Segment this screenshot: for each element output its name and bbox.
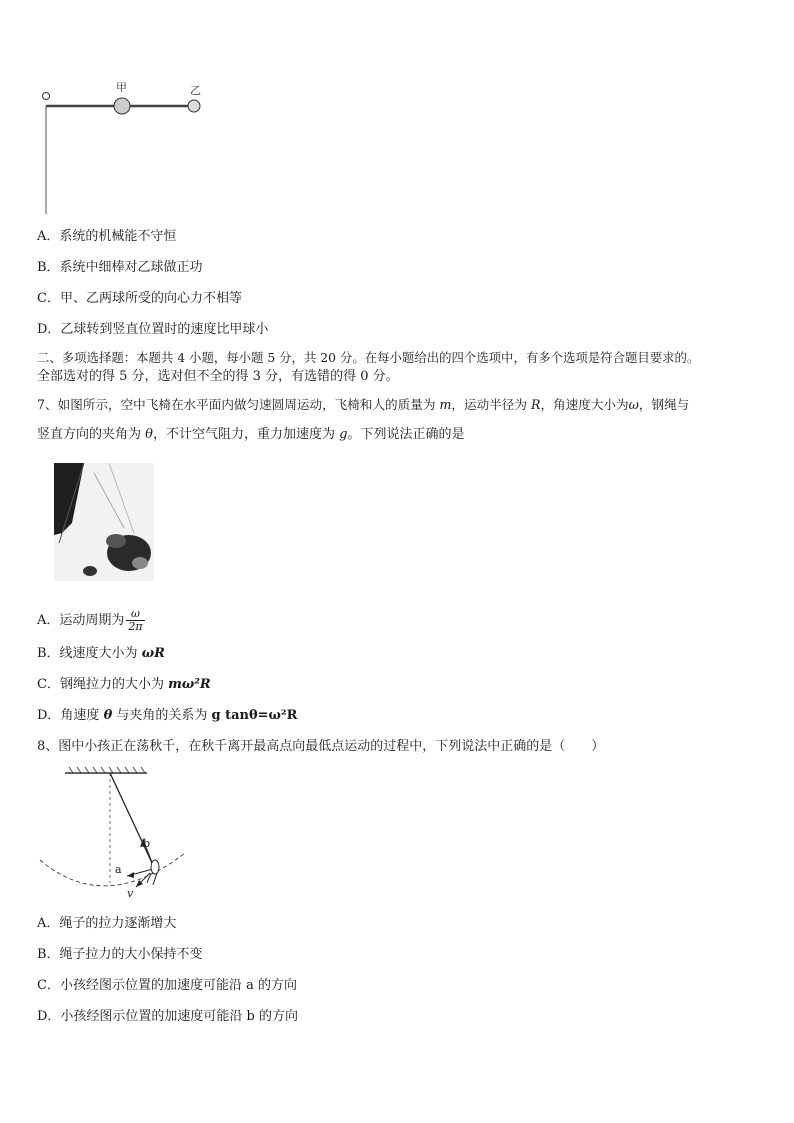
section-2-scoring: 全部选对的得 5 分，选对但不全的得 3 分，有选错的得 0 分。	[37, 369, 399, 384]
q8-option-c: C．小孩经图示位置的加速度可能沿 a 的方向	[37, 978, 297, 993]
q7-option-d: D．角速度 θ 与夹角的关系为 g tanθ=ω²R	[37, 708, 298, 723]
q6-option-d: D．乙球转到竖直位置时的速度比甲球小	[37, 322, 269, 337]
q8-stem: 8、图中小孩正在荡秋千，在秋千离开最高点向最低点运动的过程中，下列说法中正确的是（ ）	[37, 739, 605, 754]
label-b: b	[143, 837, 151, 850]
q7-stem-line1: 7、如图所示，空中飞椅在水平面内做匀速圆周运动，飞椅和人的质量为 m，运动半径为 R，角速度大小为ω，钢绳与	[37, 397, 690, 412]
q7-option-c: C．钢绳拉力的大小为 mω²R	[37, 677, 211, 692]
label-a: a	[115, 863, 122, 876]
q7-option-b: B．线速度大小为 ωR	[37, 646, 165, 661]
q6-option-c: C．甲、乙两球所受的向心力不相等	[37, 291, 242, 306]
label-jia: 甲	[116, 81, 127, 94]
section-2-heading: 二、多项选择题：本题共 4 小题，每小题 5 分，共 20 分。在每小题给出的四个选项中，有多个选项是符合题目要求的。	[37, 350, 700, 365]
rod-pendulum-figure	[30, 78, 220, 218]
q8-option-b: B．绳子拉力的大小保持不变	[37, 947, 203, 962]
q6-option-a: A．系统的机械能不守恒	[37, 229, 177, 244]
label-v: v	[127, 887, 134, 900]
q8-option-a: A．绳子的拉力逐渐增大	[37, 916, 177, 931]
period-fraction: $\frac{\omega}{2\pi}$	[128, 607, 143, 633]
label-yi: 乙	[190, 84, 201, 97]
q7-option-a: A．运动周期为 $\frac{\omega}{2\pi}$	[37, 607, 143, 633]
flying-chair-photo	[54, 463, 154, 581]
q7-stem-line2: 竖直方向的夹角为 θ，不计空气阻力，重力加速度为 g。下列说法正确的是	[37, 427, 465, 442]
q8-option-d: D．小孩经图示位置的加速度可能沿 b 的方向	[37, 1009, 299, 1024]
swing-figure	[35, 765, 195, 905]
q6-option-b: B．系统中细棒对乙球做正功	[37, 260, 203, 275]
